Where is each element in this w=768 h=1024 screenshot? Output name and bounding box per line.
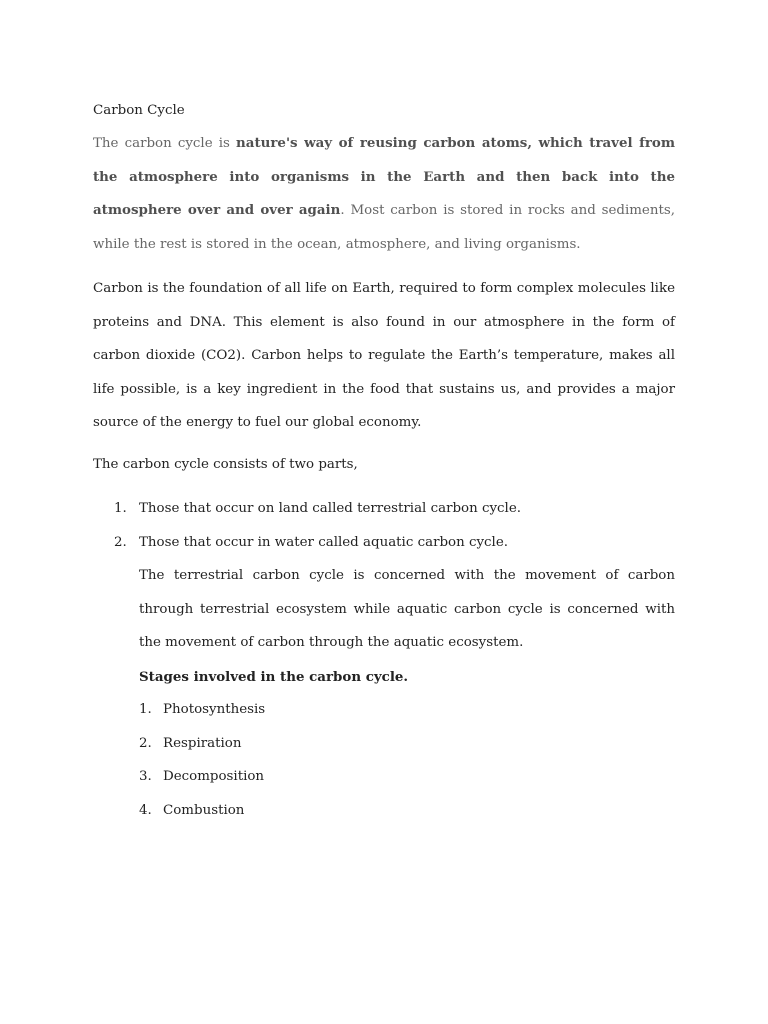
list-item bbox=[93, 532, 675, 554]
list-item-text: Respiration bbox=[163, 736, 242, 751]
list-number: 3. bbox=[139, 769, 152, 784]
list-number: 2. bbox=[114, 535, 127, 550]
parts-intro-paragraph: The carbon cycle consists of two parts, bbox=[93, 457, 358, 472]
list-number: 2. bbox=[139, 736, 152, 751]
intro-rest-text: . Most carbon is stored in rocks and sediments, while the rest is stored in the ocean, atmosphere, and living organisms. bbox=[93, 203, 675, 252]
list-item bbox=[139, 733, 241, 755]
stages-heading: Stages involved in the carbon cycle. bbox=[139, 669, 409, 685]
list-item-text: Photosynthesis bbox=[163, 702, 266, 717]
list-item bbox=[139, 800, 244, 822]
foundation-paragraph: Carbon is the foundation of all life on Earth, required to form complex molecules like proteins and DNA. This element is also found in our atmosphere in the form of carbon dioxide (CO2). Carbon helps to regulate the Earth’s temperature, makes all life possible, is a key ingredient in the food that sustains us, and provides a major source of the energy to fuel our global economy. bbox=[93, 281, 675, 430]
list-item bbox=[93, 498, 675, 520]
parts-list bbox=[93, 532, 675, 554]
document-title: Carbon Cycle bbox=[93, 103, 185, 118]
intro-lead-text: The carbon cycle is bbox=[93, 136, 237, 151]
list-number: 4. bbox=[139, 803, 152, 818]
intro-paragraph bbox=[93, 127, 675, 261]
list-item bbox=[139, 699, 265, 721]
list-number: 1. bbox=[139, 702, 152, 717]
list-item-text: Combustion bbox=[163, 803, 245, 818]
list-item-text: Those that occur on land called terrestrial carbon cycle. bbox=[139, 501, 522, 516]
intro-bold-text: nature's way of reusing carbon atoms, which travel from the atmosphere into organisms in the Earth and then back into the atmosphere over and over again bbox=[93, 135, 676, 218]
list-number: 1. bbox=[114, 501, 127, 516]
list-item bbox=[139, 766, 264, 788]
list-item-text: Those that occur in water called aquatic carbon cycle. bbox=[139, 535, 509, 550]
list-item-text: Decomposition bbox=[163, 769, 265, 784]
parts-list bbox=[93, 498, 675, 520]
ecosystem-paragraph: The terrestrial carbon cycle is concerned with the movement of carbon through terrestrial ecosystem while aquatic carbon cycle is concerned with the movement of carbon through the aquatic ecosystem. bbox=[139, 568, 675, 650]
